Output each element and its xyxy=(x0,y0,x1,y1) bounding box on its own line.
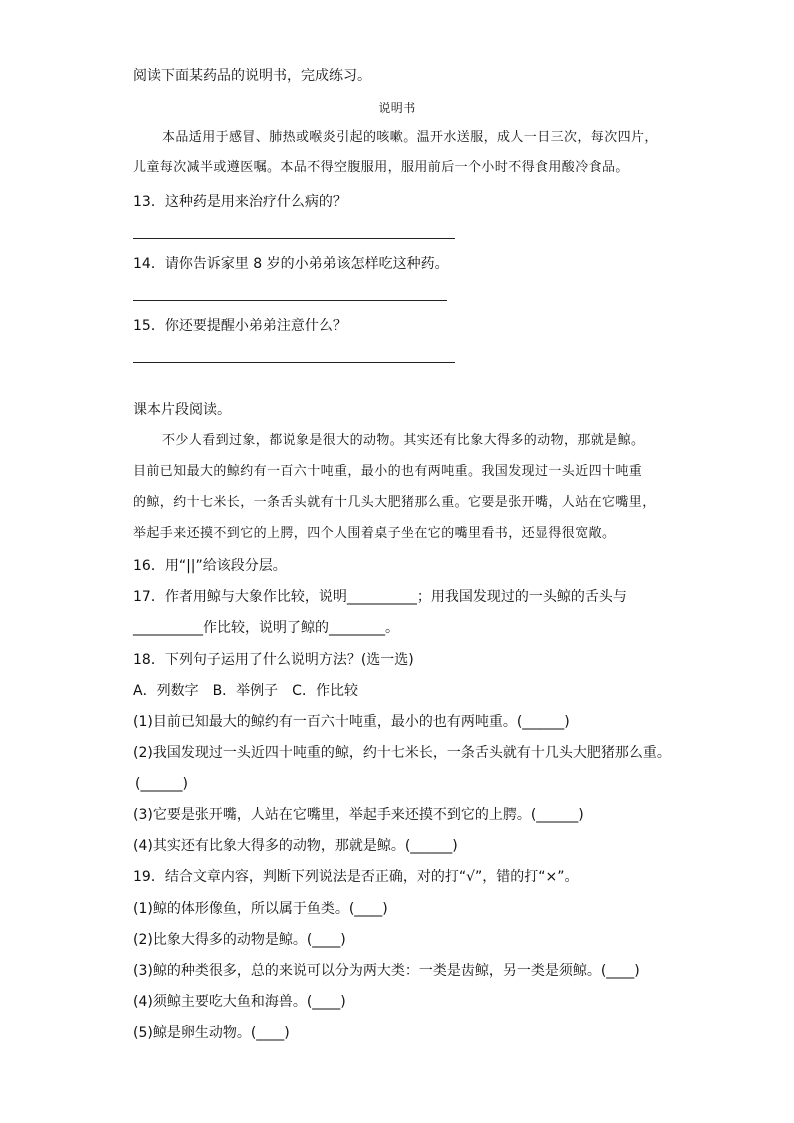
question-15: 15．你还要提醒小弟弟注意什么？ xyxy=(133,318,347,334)
passage-line: 举起手来还摸不到它的上腭，四个人围着桌子坐在它的嘴里看书，还显得很宽敞。 xyxy=(133,526,616,541)
section-intro: 课本片段阅读。 xyxy=(133,402,231,418)
section-intro: 阅读下面某药品的说明书，完成练习。 xyxy=(133,68,371,84)
question-17: 17．作者用鲸与大象作比较，说明__________；用我国发现过的一头鲸的舌头与 xyxy=(133,589,627,605)
question-18: 18．下列句子运用了什么说明方法？(选一选) xyxy=(133,652,414,668)
question-19-item: (3)鲸的种类很多，总的来说可以分为两大类：一类是齿鲸，另一类是须鲸。(____) xyxy=(133,963,640,979)
question-19-item: (5)鲸是卵生动物。(____) xyxy=(133,1025,290,1041)
passage-line: 目前已知最大的鲸约有一百六十吨重，最小的也有两吨重。我国发现过一头近四十吨重 xyxy=(133,464,643,479)
question-19: 19．结合文章内容，判断下列说法是否正确，对的打“√”，错的打“×”。 xyxy=(133,869,579,885)
question-18-options: A．列数字 B．举例子 C．作比较 xyxy=(133,683,358,699)
instruction-text-line: 本品适用于感冒、肺热或喉炎引起的咳嗽。温开水送服，成人一日三次，每次四片， xyxy=(162,130,658,145)
answer-line-14[interactable] xyxy=(133,300,447,301)
question-18-item-blank: (______) xyxy=(135,776,188,792)
answer-line-15[interactable] xyxy=(133,362,455,363)
question-18-item: (4)其实还有比象大得多的动物，那就是鲸。(______) xyxy=(133,838,458,854)
instruction-text-line: 儿童每次减半或遵医嘱。本品不得空腹服用，服用前后一个小时不得食用酸冷食品。 xyxy=(133,160,629,175)
question-19-item: (1)鲸的体形像鱼，所以属于鱼类。(____) xyxy=(133,901,388,917)
question-19-item: (2)比象大得多的动物是鲸。(____) xyxy=(133,932,346,948)
answer-line-13[interactable] xyxy=(133,238,455,239)
question-18-item: (3)它要是张开嘴，人站在它嘴里，举起手来还摸不到它的上腭。(______) xyxy=(133,807,584,823)
question-16: 16．用“||”给该段分层。 xyxy=(133,558,287,574)
passage-line: 不少人看到过象，都说象是很大的动物。其实还有比象大得多的动物，那就是鲸。 xyxy=(162,433,645,448)
question-14: 14．请你告诉家里 8 岁的小弟弟该怎样吃这种药。 xyxy=(133,256,449,272)
question-19-item: (4)须鲸主要吃大鱼和海兽。(____) xyxy=(133,994,346,1010)
passage-line: 的鲸，约十七米长，一条舌头就有十几头大肥猪那么重。它要是张开嘴，人站在它嘴里， xyxy=(133,495,656,510)
question-17-continued: __________作比较，说明了鲸的________。 xyxy=(133,620,399,636)
question-18-item: (1)目前已知最大的鲸约有一百六十吨重，最小的也有两吨重。(______) xyxy=(133,714,570,730)
question-18-item: (2)我国发现过一头近四十吨重的鲸，约十七米长，一条舌头就有十几头大肥猪那么重。 xyxy=(133,745,671,761)
instruction-title: 说明书 xyxy=(378,101,416,115)
question-13: 13．这种药是用来治疗什么病的？ xyxy=(133,194,347,210)
